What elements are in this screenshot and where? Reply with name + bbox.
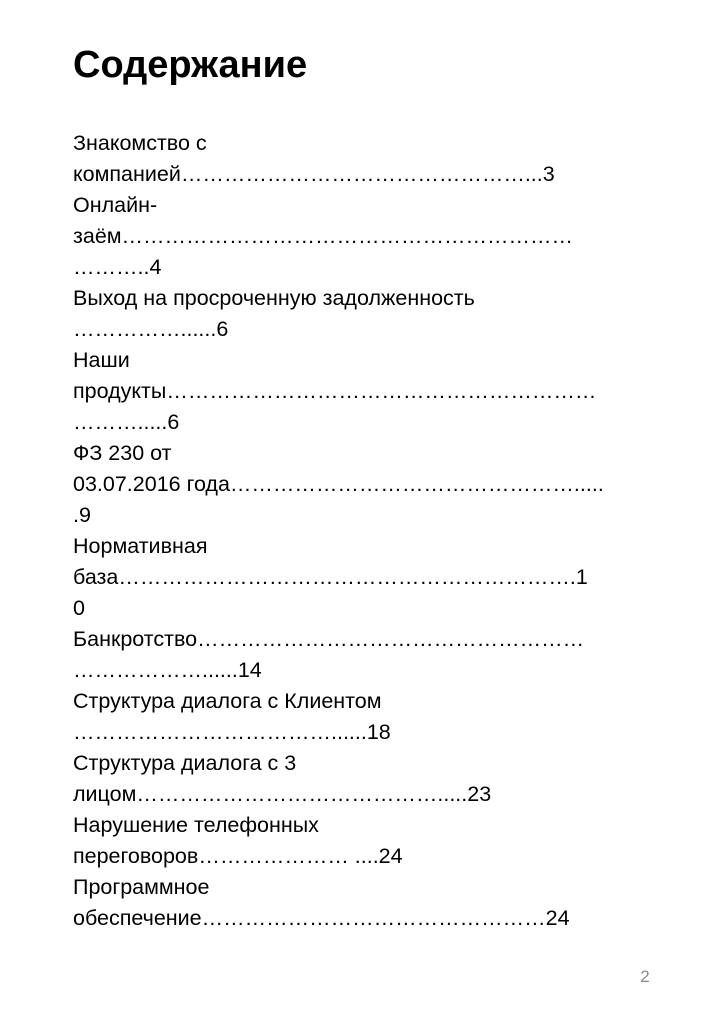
- toc-line: 03.07.2016 года………………………………………….....: [73, 472, 604, 496]
- toc-line: ………………………………......18: [73, 720, 391, 744]
- toc-line: Онлайн-: [73, 193, 158, 217]
- page-title: Содержание: [73, 44, 308, 86]
- toc-line: 0: [73, 596, 85, 620]
- toc-line: компанией…………………………………………...3: [73, 162, 555, 186]
- toc-line: Банкротство………………………………………………: [73, 627, 585, 651]
- toc-line: .9: [73, 503, 91, 527]
- toc-line: Структура диалога с Клиентом: [73, 689, 382, 713]
- table-of-contents: [73, 128, 688, 934]
- toc-line: ……………......6: [73, 317, 229, 341]
- toc-line: переговоров………………… ....24: [73, 844, 403, 868]
- toc-line: ……….....6: [73, 410, 180, 434]
- toc-line: обеспечение…………………………………………24: [73, 906, 570, 930]
- toc-line: ………..4: [73, 255, 162, 279]
- toc-line: заём………………………………………………………: [73, 224, 574, 248]
- toc-line: Нормативная: [73, 534, 208, 558]
- toc-line: Нарушение телефонных: [73, 813, 319, 837]
- toc-line: Структура диалога с 3: [73, 751, 297, 775]
- toc-line: лицом…………………………………….....23: [73, 782, 492, 806]
- toc-line: продукты……………………………………………………: [73, 379, 597, 403]
- toc-line: ………………......14: [73, 658, 262, 682]
- toc-line: Выход на просроченную задолженность: [73, 286, 475, 310]
- toc-line: Программное: [73, 875, 210, 899]
- toc-line: Наши: [73, 348, 130, 372]
- toc-line: база……………………………………………………….1: [73, 565, 588, 589]
- toc-line: Знакомство с: [73, 131, 207, 155]
- page-number: 2: [640, 967, 650, 986]
- toc-line: ФЗ 230 от: [73, 441, 172, 465]
